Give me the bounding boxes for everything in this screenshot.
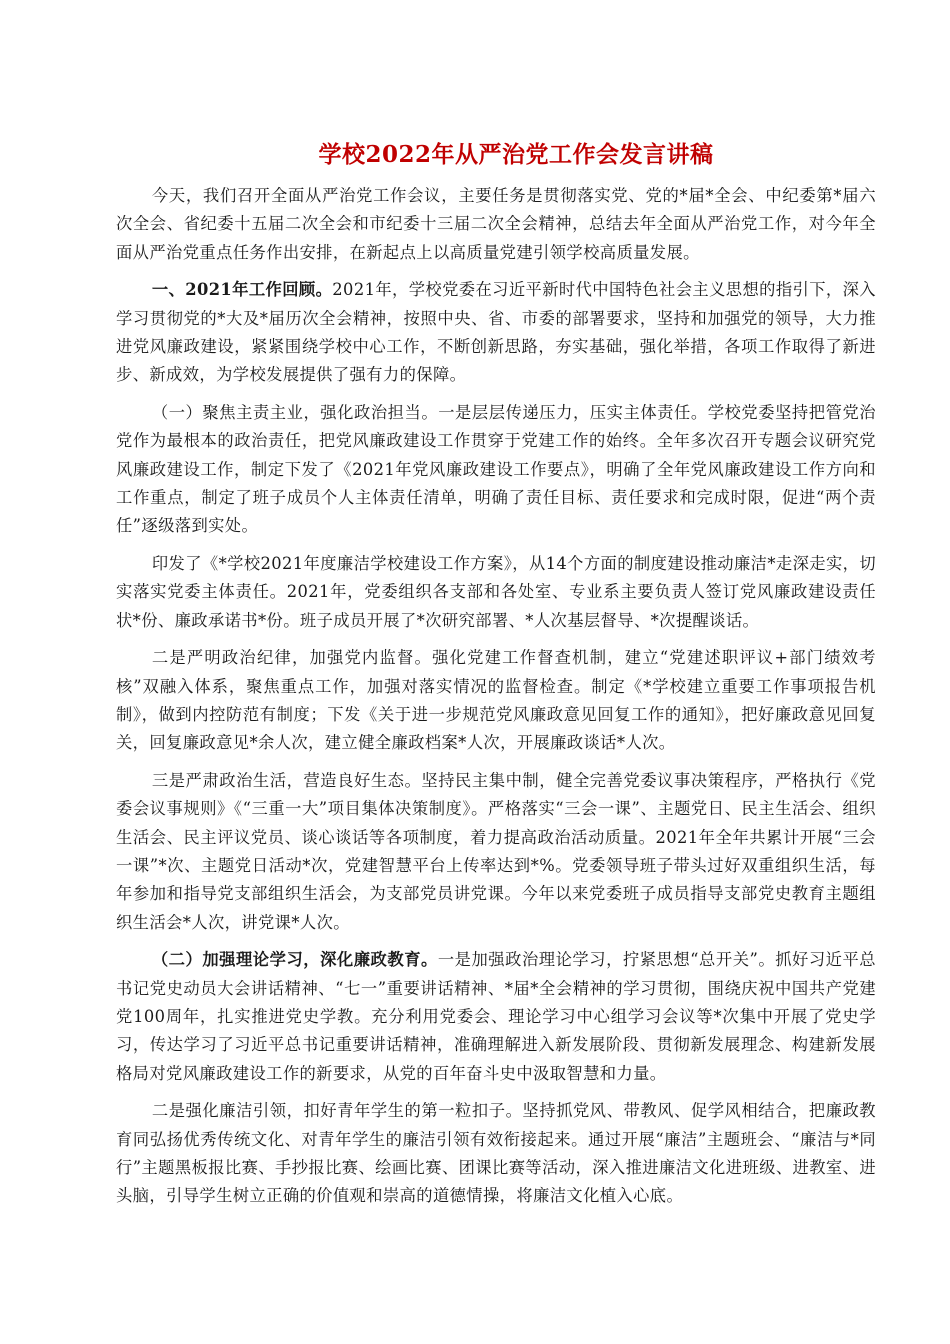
paragraph-text: 二是强化廉洁引领，扣好青年学生的第一粒扣子。坚持抓党风、带教风、促学风相结合，把廉政教育同弘扬优秀传统文化、对青年学生的廉洁引领有效衔接起来。通过开展“廉洁”主题班会、“廉洁与*同行”主题黑板报比赛、手抄报比赛、绘画比赛、团课比赛等活动，深入推进廉洁文化进班级、进教室、进头脑，引导学生树立正确的价值观和崇高的道德情操，将廉洁文化植入心底。 [116,1101,876,1206]
section-heading: 一、2021年工作回顾。 [151,280,333,300]
subsection-heading: （二）加强理论学习，深化廉政教育。 [151,950,438,970]
paragraph-text: （一）聚焦主责主业，强化政治担当。一是层层传递压力，压实主体责任。学校党委坚持把管党治党作为最根本的政治责任，把党风廉政建设工作贯穿于党建工作的始终。全年多次召开专题会议研究党风廉政建设工作，制定下发了《2021年党风廉政建设工作要点》，明确了全年党风廉政建设工作方向和工作重点，制定了班子成员个人主体责任清单，明确了责任目标、责任要求和完成时限，促进“两个责任”逐级落到实处。 [116,402,876,536]
paragraph-theory-study [116,946,876,1088]
document-page [116,140,876,1220]
paragraph-plan [116,550,876,635]
paragraph-text: 印发了《*学校2021年度廉洁学校建设工作方案》，从14个方面的制度建设推动廉洁*走深走实，切实落实党委主体责任。2021年，党委组织各支部和各处室、专业系主要负责人签订党风廉政建设责任状*份、廉政承诺书*份。班子成员开展了*次研究部署、*人次基层督导、*次提醒谈话。 [116,553,876,630]
paragraph-intro [116,182,876,267]
paragraph-text: 一是加强政治理论学习，拧紧思想“总开关”。抓好习近平总书记党史动员大会讲话精神、“七一”重要讲话精神、*届*全会精神的学习贯彻，围绕庆祝中国共产党建党100周年，扎实推进党史学教。充分利用党委会、理论学习中心组学习会议等*次集中开展了党史学习，传达学习了习近平总书记重要讲话精神，准确理解进入新发展阶段、贯彻新发展理念、构建新发展格局对党风廉政建设工作的新要求，从党的百年奋斗史中汲取智慧和力量。 [116,950,876,1083]
paragraph-responsibility [116,399,876,541]
paragraph-text: 二是严明政治纪律，加强党内监督。强化党建工作督查机制，建立“党建述职评议+部门绩效考核”双融入体系，聚焦重点工作，加强对落实情况的监督检查。制定《*学校建立重要工作事项报告机制》，做到内控防范有制度；下发《关于进一步规范党风廉政意见回复工作的通知》，把好廉政意见回复关，回复廉政意见*余人次，建立健全廉政档案*人次，开展廉政谈话*人次。 [116,648,876,753]
paragraph-political-life [116,767,876,937]
paragraph-integrity [116,1097,876,1211]
paragraph-review [116,276,876,390]
paragraph-text: 2021年，学校党委在习近平新时代中国特色社会主义思想的指引下，深入学习贯彻党的*大及*届历次全会精神，按照中央、省、市委的部署要求，坚持和加强党的领导，大力推进党风廉政建设，紧紧围绕学校中心工作，不断创新思路，夯实基础，强化举措，各项工作取得了新进步、新成效，为学校发展提供了强有力的保障。 [116,280,876,385]
paragraph-discipline [116,644,876,758]
document-title: 学校2022年从严治党工作会发言讲稿 [318,141,714,168]
paragraph-text: 三是严肃政治生活，营造良好生态。坚持民主集中制，健全完善党委议事决策程序，严格执行《党委会议事规则》《“三重一大”项目集体决策制度》。严格落实“三会一课”、主题党日、民主生活会、组织生活会、民主评议党员、谈心谈话等各项制度，着力提高政治活动质量。2021年全年共累计开展“三会一课”*次、主题党日活动*次，党建智慧平台上传率达到*%。党委领导班子带头过好双重组织生活，每年参加和指导党支部组织生活会，为支部党员讲党课。今年以来党委班子成员指导支部党史教育主题组织生活会*人次，讲党课*人次。 [116,770,876,932]
paragraph-text: 今天，我们召开全面从严治党工作会议，主要任务是贯彻落实党、党的*届*全会、中纪委第*届六次全会、省纪委十五届二次全会和市纪委十三届二次全会精神，总结去年全面从严治党工作，对今年全面从严治党重点任务作出安排，在新起点上以高质量党建引领学校高质量发展。 [116,186,876,262]
